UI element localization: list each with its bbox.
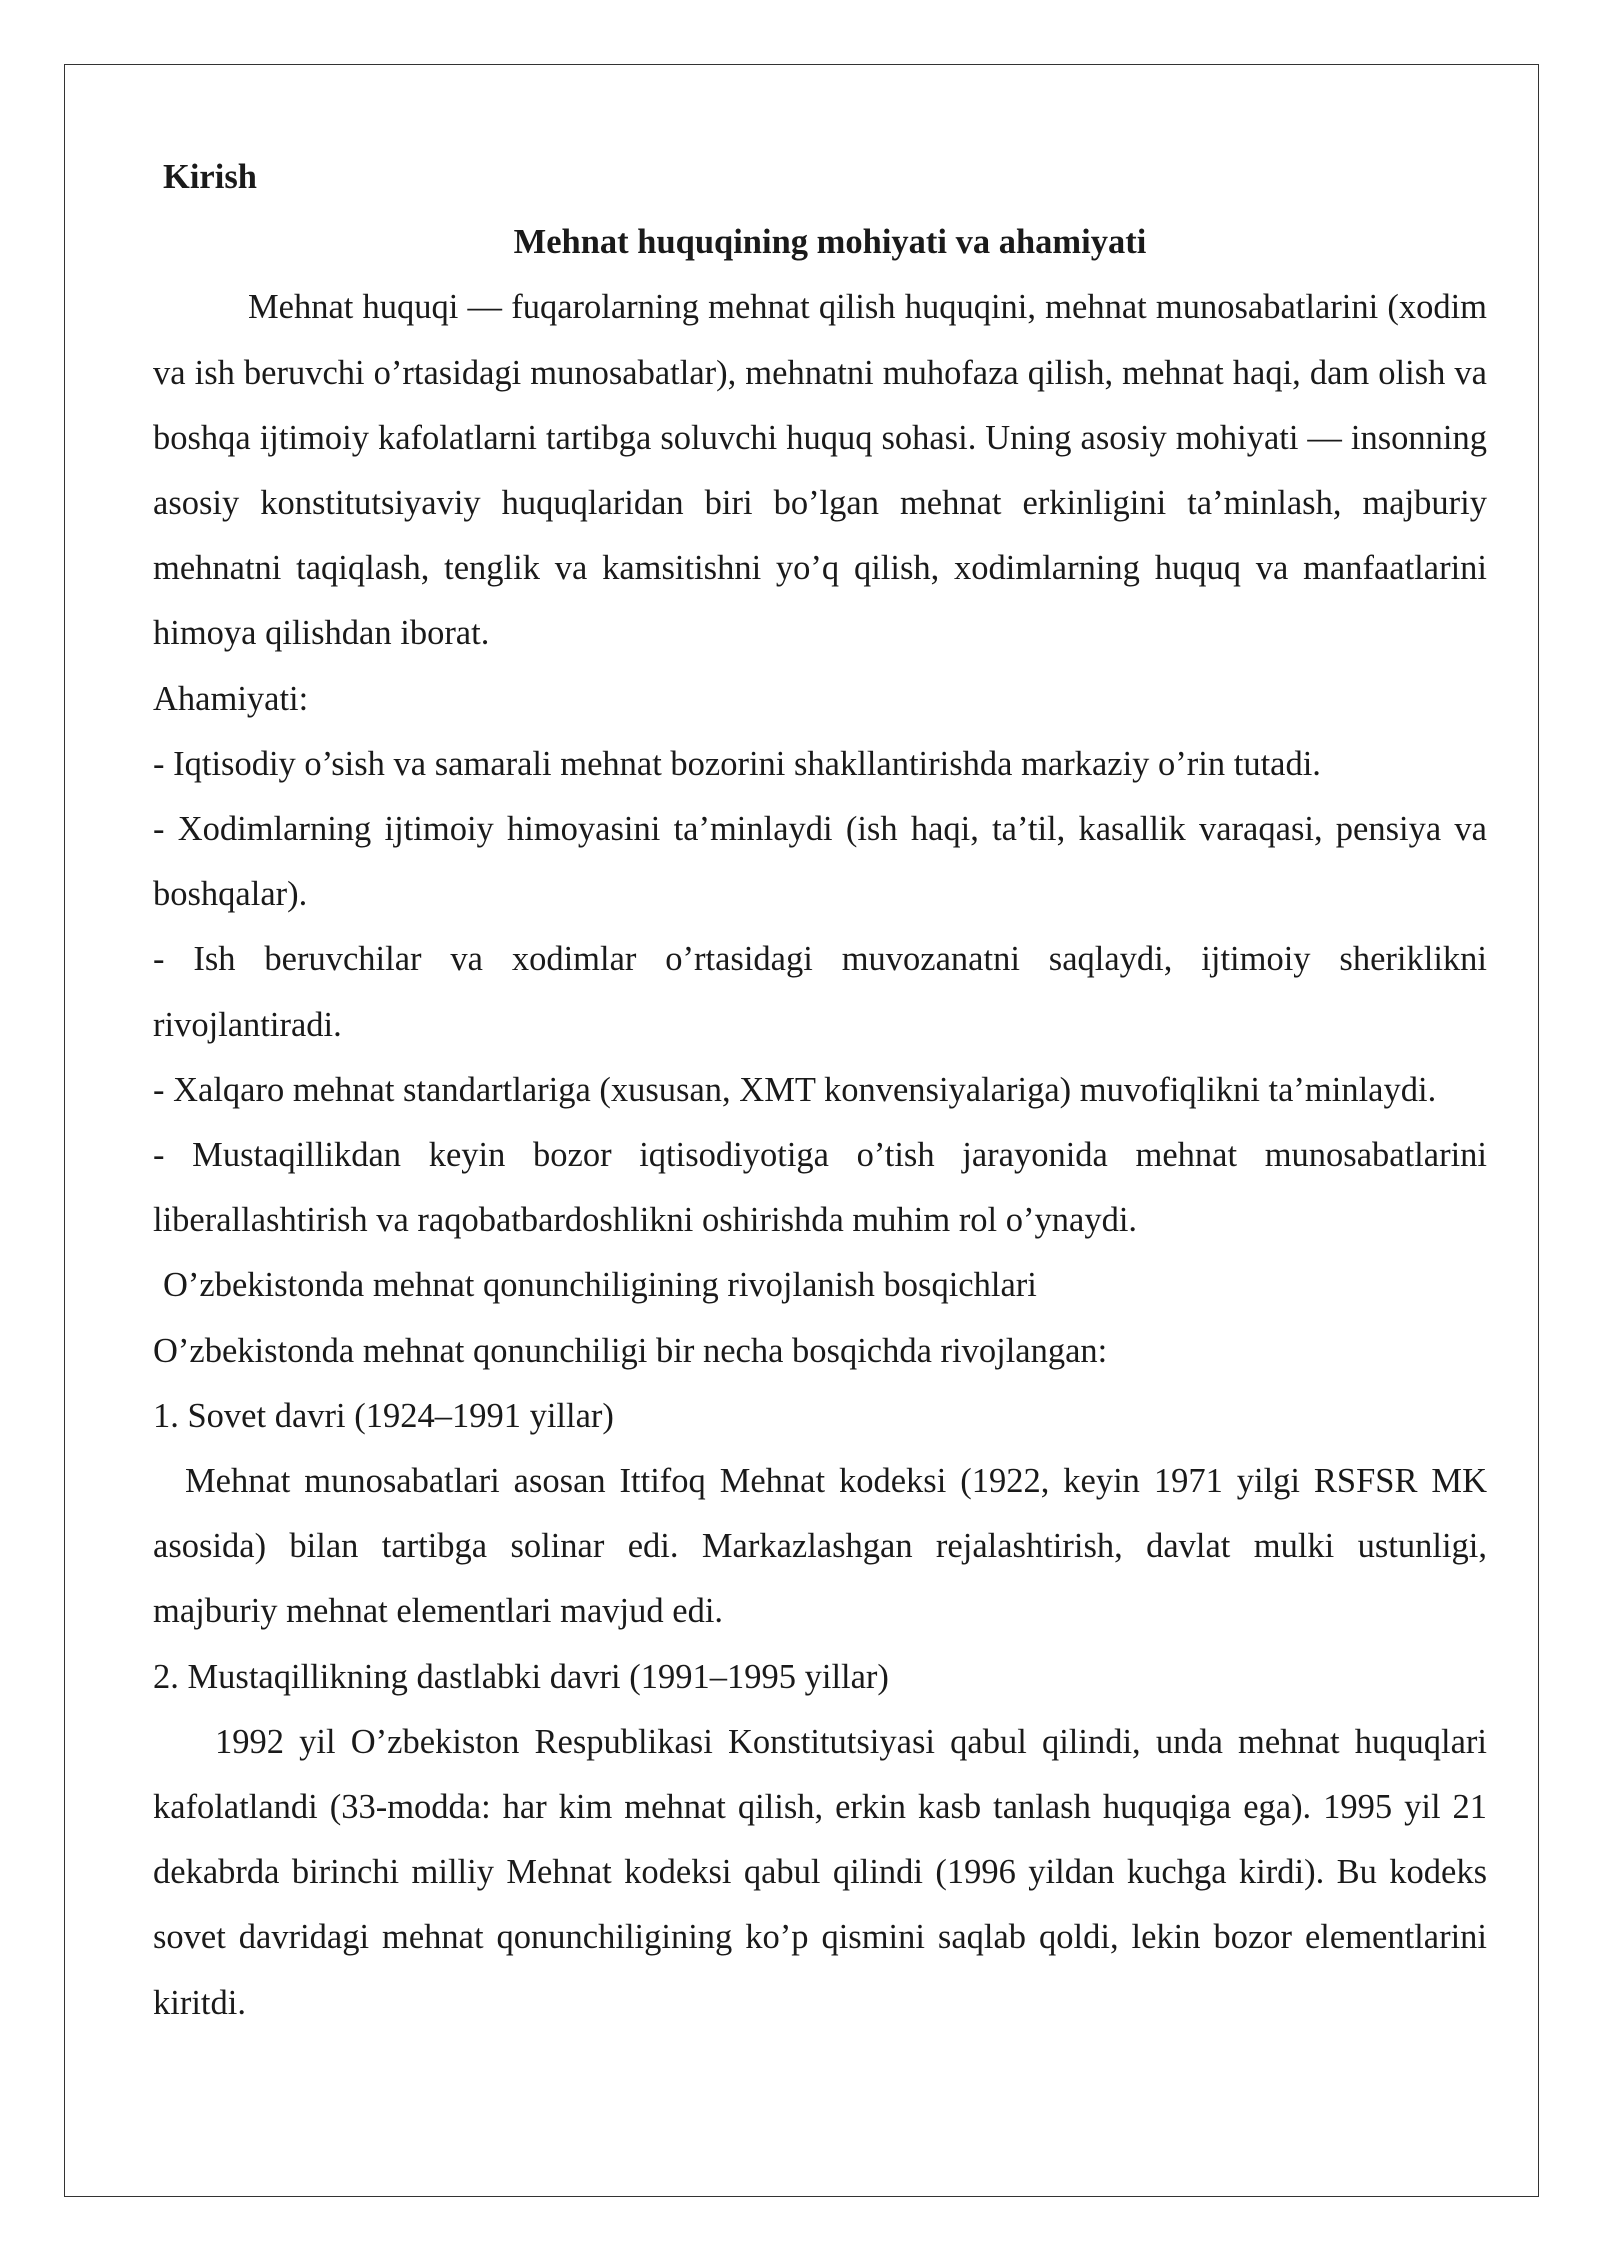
document-body <box>153 145 1487 2036</box>
importance-item: - Ish beruvchilar va xodimlar o’rtasidagi muvozanatni saqlaydi, ijtimoiy sheriklikni rivojlantiradi. <box>153 940 1487 1044</box>
importance-item: - Iqtisodiy o’sish va samarali mehnat bozorini shakllantirishda markaziy o’rin tutadi. <box>153 744 1321 783</box>
importance-label: Ahamiyati: <box>153 679 309 718</box>
section-title: O’zbekistonda mehnat qonunchiligining rivojlanish bosqichlari <box>163 1266 1037 1305</box>
importance-item: - Xalqaro mehnat standartlariga (xususan, XMT konvensiyalariga) muvofiqlikni ta’minlaydi. <box>153 1070 1437 1109</box>
section-intro: O’zbekistonda mehnat qonunchiligi bir necha bosqichda rivojlangan: <box>153 1331 1108 1370</box>
stage-2-title: 2. Mustaqillikning dastlabki davri (1991–1995 yillar) <box>153 1657 889 1696</box>
stage-1-title: 1. Sovet davri (1924–1991 yillar) <box>153 1396 614 1435</box>
stage-1-text: Mehnat munosabatlari asosan Ittifoq Mehnat kodeksi (1922, keyin 1971 yilgi RSFSR MK asosida) bilan tartibga solinar edi. Markazlashgan rejalashtirish, davlat mulki ustunligi, majburiy mehnat elementlari mavjud edi. <box>153 1462 1487 1631</box>
importance-item: - Mustaqillikdan keyin bozor iqtisodiyotiga o’tish jarayonida mehnat munosabatlarini liberallashtirish va raqobatbardoshlikni oshirishda muhim rol o’ynaydi. <box>153 1136 1487 1240</box>
document-title: Mehnat huquqining mohiyati va ahamiyati <box>513 223 1147 262</box>
section-heading: Kirish <box>163 158 257 196</box>
importance-item: - Xodimlarning ijtimoiy himoyasini ta’minlaydi (ish haqi, ta’til, kasallik varaqasi, pensiya va boshqalar). <box>153 810 1487 914</box>
intro-paragraph: Mehnat huquqi — fuqarolarning mehnat qilish huquqini, mehnat munosabatlarini (xodim va ish beruvchi o’rtasidagi munosabatlar), mehnatni muhofaza qilish, mehnat haqi, dam olish va boshqa ijtimoiy kafolatlarni tartibga soluvchi huquq sohasi. Uning asosiy mohiyati — insonning asosiy konstitutsiyaviy huquqlaridan biri bo’lgan mehnat erkinligini ta’minlash, majburiy mehnatni taqiqlash, tenglik va kamsitishni yo’q qilish, xodimlarning huquq va manfaatlarini himoya qilishdan iborat. <box>153 288 1487 653</box>
stage-2-text: 1992 yil O’zbekiston Respublikasi Konstitutsiyasi qabul qilindi, unda mehnat huquqlari kafolatlandi (33-modda: har kim mehnat qilish, erkin kasb tanlash huquqiga ega). 1995 yil 21 dekabrda birinchi milliy Mehnat kodeksi qabul qilindi (1996 yildan kuchga kirdi). Bu kodeks sovet davridagi mehnat qonunchiligining ko’p qismini saqlab qoldi, lekin bozor elementlarini kiritdi. <box>153 1722 1487 2022</box>
